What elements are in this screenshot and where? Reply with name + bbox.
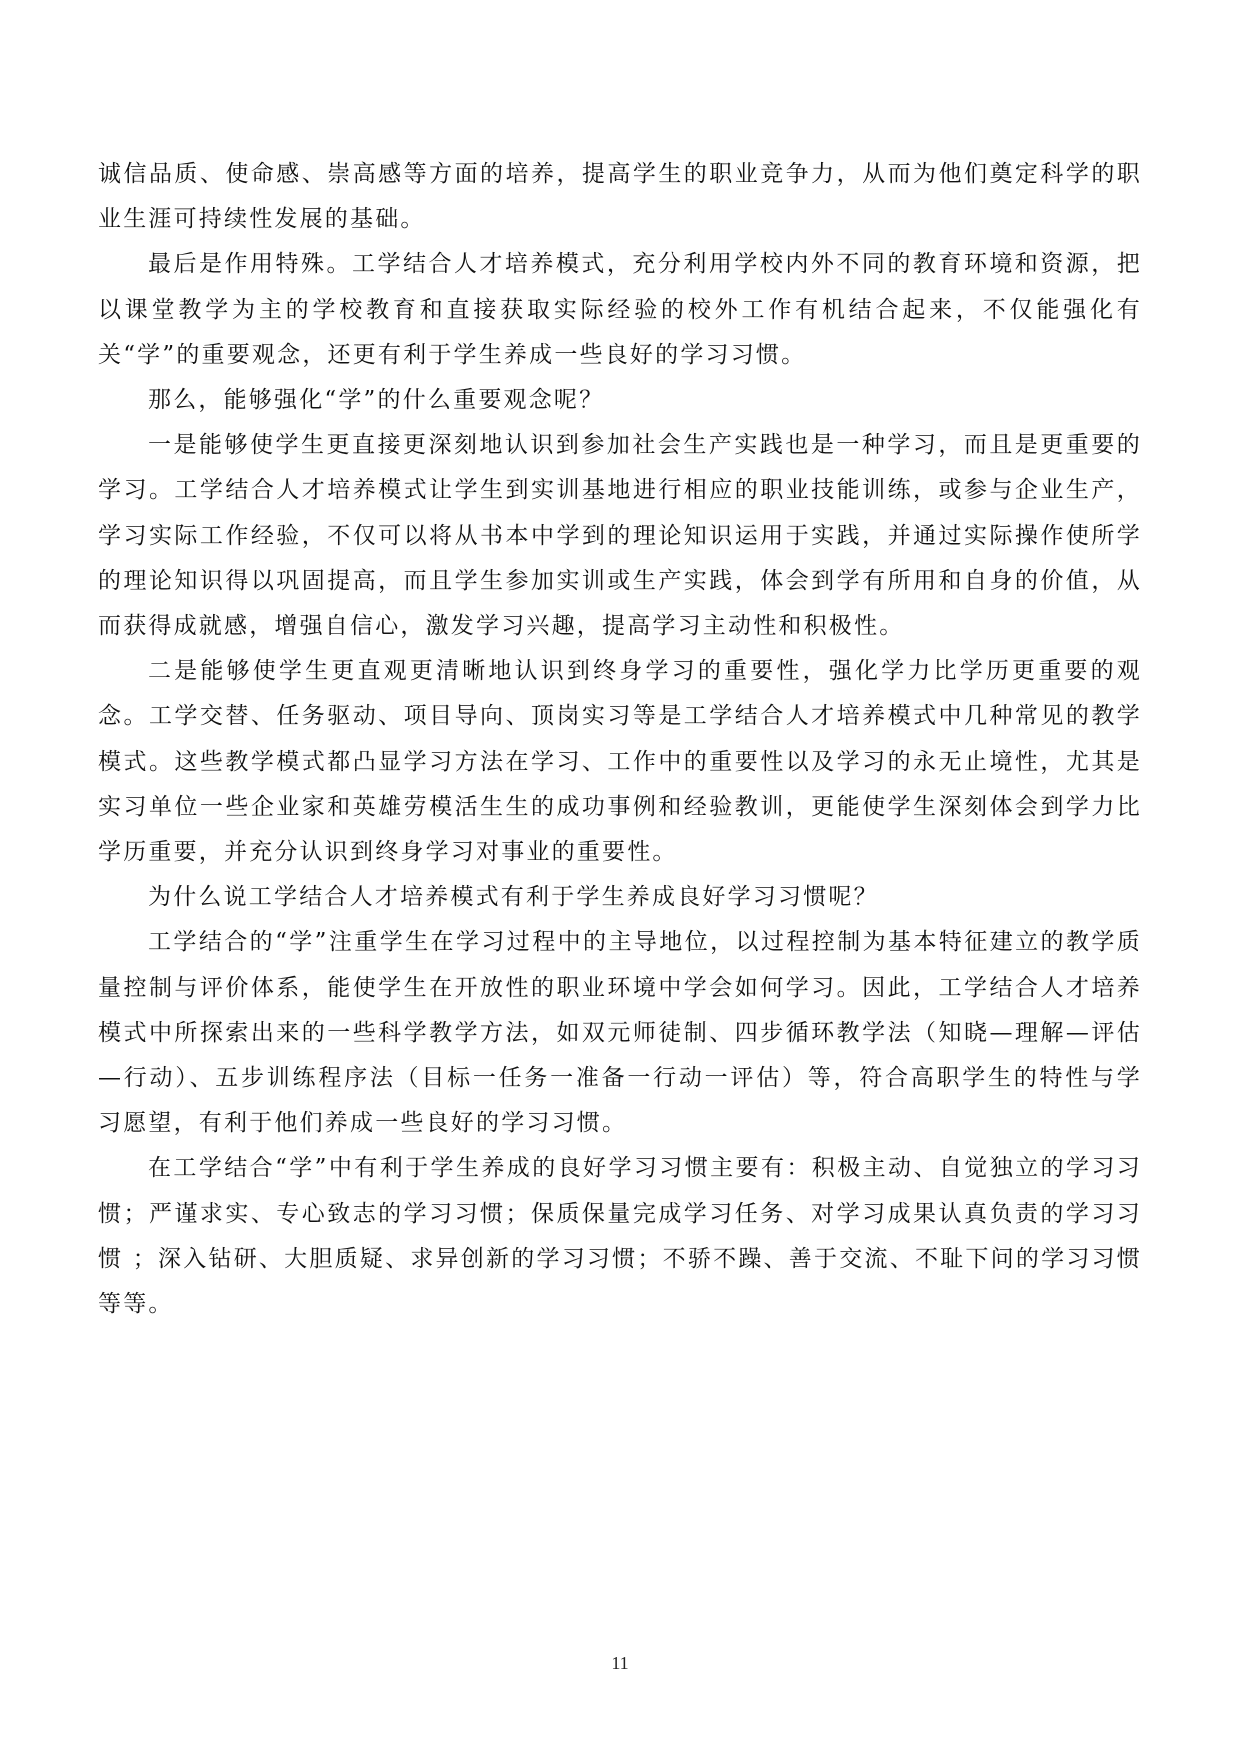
paragraph-7: 工学结合的“学”注重学生在学习过程中的主导地位，以过程控制为基本特征建立的教学质量控制与评价体系，能使学生在开放性的职业环境中学会如何学习。因此，工学结合人才培养模式中所探索出来的一些科学教学方法，如双元师徒制、四步循环教学法（知晓—理解—评估—行动）、五步训练程序法（目标一任务一准备一行动一评估）等，符合高职学生的特性与学习愿望，有利于他们养成一些良好的学习习惯。 [98, 929, 1142, 1137]
page-body [98, 152, 1142, 1327]
page-number: 11 [611, 1653, 629, 1673]
paragraph-3: 那么，能够强化“学”的什么重要观念呢？ [148, 387, 605, 414]
paragraph-6: 为什么说工学结合人才培养模式有利于学生养成良好学习习惯呢？ [148, 884, 879, 911]
paragraph-2: 最后是作用特殊。工学结合人才培养模式，充分利用学校内外不同的教育环境和资源，把以课堂教学为主的学校教育和直接获取实际经验的校外工作有机结合起来，不仅能强化有关“学”的重要观念，还更有利于学生养成一些良好的学习习惯。 [98, 251, 1142, 368]
paragraph-1: 诚信品质、使命感、崇高感等方面的培养，提高学生的职业竞争力，从而为他们奠定科学的职业生涯可持续性发展的基础。 [98, 161, 1142, 233]
paragraph-5: 二是能够使学生更直观更清晰地认识到终身学习的重要性，强化学力比学历更重要的观念。工学交替、任务驱动、项目导向、顶岗实习等是工学结合人才培养模式中几种常见的教学模式。这些教学模式都凸显学习方法在学习、工作中的重要性以及学习的永无止境性，尤其是实习单位一些企业家和英雄劳模活生生的成功事例和经验教训，更能使学生深刻体会到学力比学历重要，并充分认识到终身学习对事业的重要性。 [98, 658, 1142, 866]
paragraph-8: 在工学结合“学”中有利于学生养成的良好学习习惯主要有：积极主动、自觉独立的学习习惯；严谨求实、专心致志的学习习惯；保质保量完成学习任务、对学习成果认真负责的学习习惯 ；深入钻研、大胆质疑、求异创新的学习习惯；不骄不躁、善于交流、不耻下问的学习习惯等等。 [98, 1155, 1142, 1318]
paragraph-4: 一是能够使学生更直接更深刻地认识到参加社会生产实践也是一种学习，而且是更重要的学习。工学结合人才培养模式让学生到实训基地进行相应的职业技能训练，或参与企业生产，学习实际工作经验，不仅可以将从书本中学到的理论知识运用于实践，并通过实际操作使所学的理论知识得以巩固提高，而且学生参加实训或生产实践，体会到学有所用和自身的价值，从而获得成就感，增强自信心，激发学习兴趣，提高学习主动性和积极性。 [98, 432, 1142, 640]
